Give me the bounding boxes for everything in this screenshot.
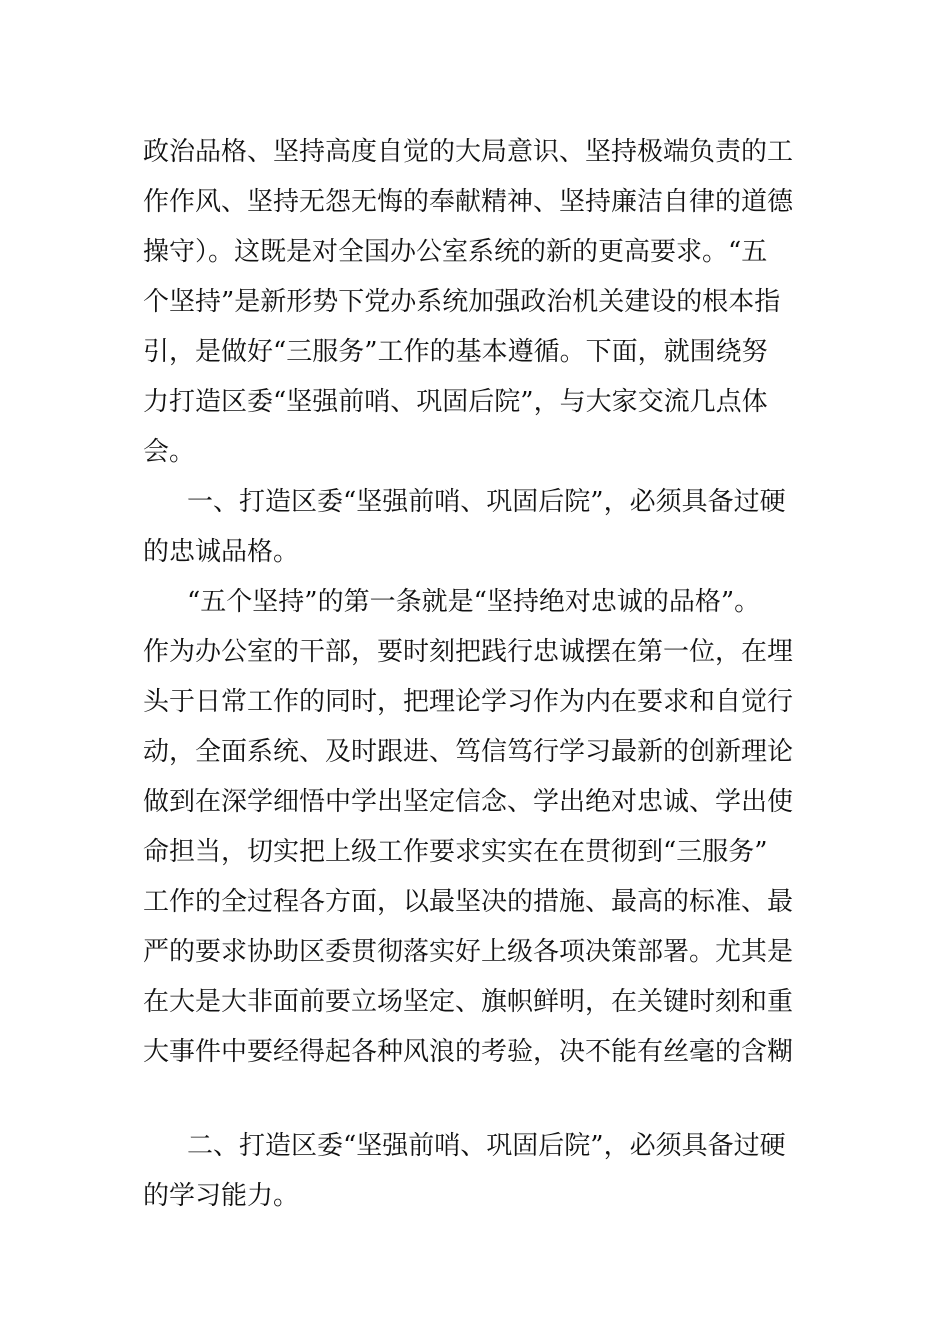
- text-line: 做到在深学细悟中学出坚定信念、学出绝对忠诚、学出使: [143, 787, 794, 817]
- text-line: 命担当，切实把上级工作要求实实在在贯彻到“三服务”: [143, 837, 768, 867]
- text-line: 引，是做好“三服务”工作的基本遵循。下面，就围绕努: [143, 337, 768, 367]
- text-line: 政治品格、坚持高度自觉的大局意识、坚持极端负责的工: [143, 137, 794, 167]
- text-line: 大事件中要经得起各种风浪的考验，决不能有丝毫的含糊: [143, 1037, 794, 1067]
- section-heading-1-cont: 的忠诚品格。: [143, 537, 300, 567]
- section-heading-2: 二、打造区委“坚强前哨、巩固后院”，必须具备过硬: [187, 1131, 786, 1161]
- text-line: 力打造区委“坚强前哨、巩固后院”，与大家交流几点体: [143, 387, 768, 417]
- text-line: 会。: [143, 437, 196, 467]
- text-line: 严的要求协助区委贯彻落实好上级各项决策部署。尤其是: [143, 937, 794, 967]
- text-line: 作为办公室的干部，要时刻把践行忠诚摆在第一位，在埋: [143, 637, 794, 667]
- text-line: 在大是大非面前要立场坚定、旗帜鲜明，在关键时刻和重: [143, 987, 794, 1017]
- text-line: 个坚持”是新形势下党办系统加强政治机关建设的根本指: [143, 287, 781, 317]
- paragraph-start: “五个坚持”的第一条就是“坚持绝对忠诚的品格”。: [187, 587, 761, 617]
- text-line: 操守）。这既是对全国办公室系统的新的更高要求。“五: [143, 237, 768, 267]
- text-line: 动，全面系统、及时跟进、笃信笃行学习最新的创新理论: [143, 737, 794, 767]
- section-heading-2-cont: 的学习能力。: [143, 1181, 300, 1211]
- text-line: 作作风、坚持无怨无悔的奉献精神、坚持廉洁自律的道德: [143, 187, 794, 217]
- section-heading-1: 一、打造区委“坚强前哨、巩固后院”，必须具备过硬: [187, 487, 786, 517]
- text-line: 头于日常工作的同时，把理论学习作为内在要求和自觉行: [143, 687, 794, 717]
- text-line: 工作的全过程各方面，以最坚决的措施、最高的标准、最: [143, 887, 794, 917]
